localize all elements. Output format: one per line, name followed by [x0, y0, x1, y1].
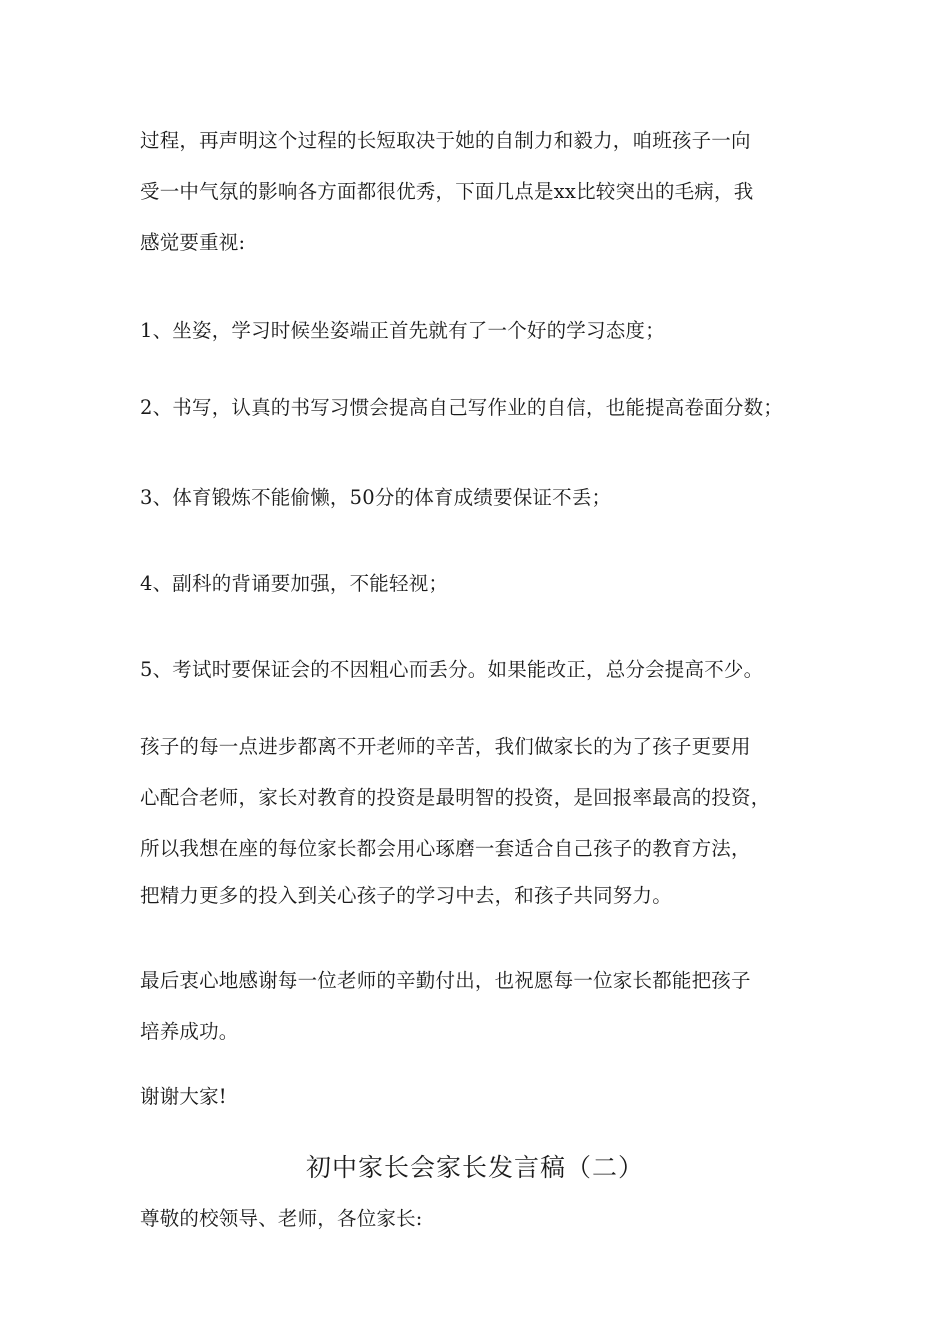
list-item-2: 2、书写，认真的书写习惯会提高自己写作业的自信，也能提高卷面分数； [140, 396, 784, 419]
list-item-5: 5、考试时要保证会的不因粗心而丢分。如果能改正，总分会提高不少。 [140, 658, 764, 681]
paragraph-2-line-1: 孩子的每一点进步都离不开老师的辛苦，我们做家长的为了孩子更要用 [140, 735, 751, 758]
paragraph-1-line-3: 感觉要重视: [140, 231, 246, 254]
list-item-4: 4、副科的背诵要加强，不能轻视； [140, 572, 449, 595]
paragraph-1-line-1: 过程，再声明这个过程的长短取决于她的自制力和毅力，咱班孩子一向 [140, 129, 751, 152]
paragraph-3-line-1: 最后衷心地感谢每一位老师的辛勤付出，也祝愿每一位家长都能把孩子 [140, 969, 751, 992]
list-item-3: 3、体育锻炼不能偷懒，50分的体育成绩要保证不丢； [140, 486, 612, 509]
paragraph-3-line-2: 培养成功。 [140, 1020, 239, 1043]
paragraph-1-line-2: 受一中气氛的影响各方面都很优秀，下面几点是xx比较突出的毛病，我 [140, 180, 754, 203]
paragraph-2-line-3: 所以我想在座的每位家长都会用心琢磨一套适合自己孩子的教育方法， [140, 837, 751, 860]
paragraph-2-line-2: 心配合老师，家长对教育的投资是最明智的投资，是回报率最高的投资， [140, 786, 771, 809]
closing-line: 谢谢大家! [140, 1085, 227, 1108]
salutation-line: 尊敬的校领导、老师，各位家长: [140, 1207, 423, 1230]
list-item-1: 1、坐姿，学习时候坐姿端正首先就有了一个好的学习态度； [140, 319, 665, 342]
paragraph-2-line-4: 把精力更多的投入到关心孩子的学习中去，和孩子共同努力。 [140, 884, 672, 907]
section-title: 初中家长会家长发言稿（二） [305, 1153, 644, 1182]
